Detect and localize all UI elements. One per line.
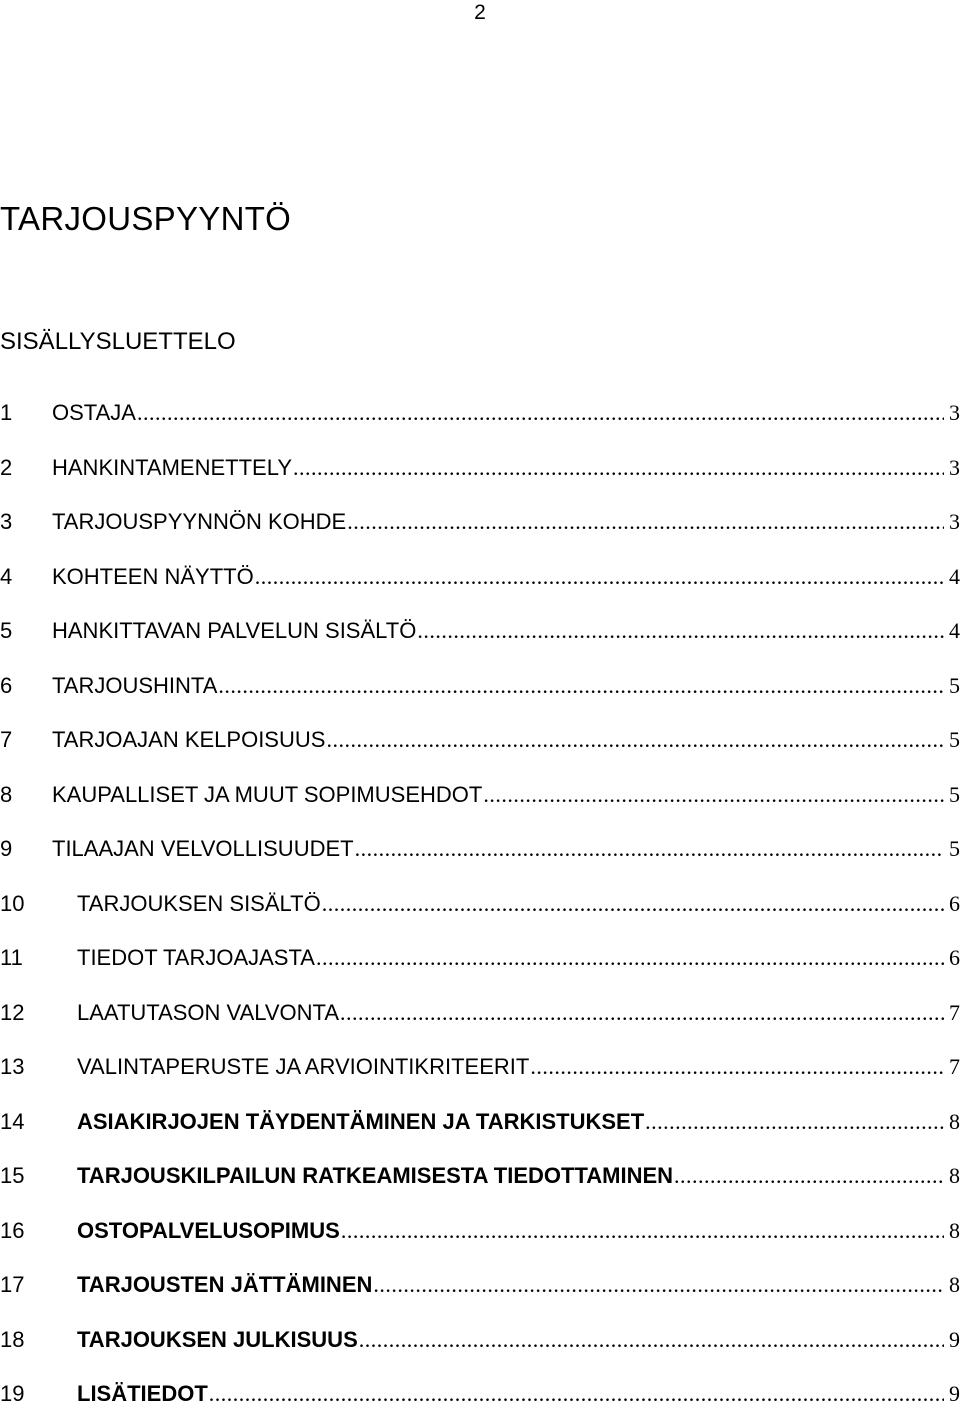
toc-entry-page: 5 (949, 672, 960, 698)
toc-entry[interactable] (0, 998, 960, 1028)
toc-entry-title: TARJOUKSEN JULKISUUS (77, 1326, 358, 1352)
toc-entry-page: 5 (949, 836, 960, 861)
toc-dot-leader (347, 507, 944, 537)
toc-entry-title: TARJOUSTEN JÄTTÄMINEN (77, 1272, 373, 1297)
toc-entry-title: TARJOUKSEN SISÄLTÖ (77, 890, 321, 916)
toc-entry-title: KOHTEEN NÄYTTÖ (52, 563, 254, 589)
toc-entry[interactable] (0, 1052, 960, 1082)
toc-entry[interactable] (0, 562, 960, 592)
toc-entry-title: TILAAJAN VELVOLLISUUDET (52, 836, 354, 861)
toc-entry-page: 8 (949, 1163, 960, 1188)
toc-entry-number: 2 (0, 454, 13, 480)
toc-entry-page: 7 (949, 1054, 960, 1079)
toc-dot-leader (255, 562, 944, 592)
toc-entry[interactable] (0, 889, 960, 919)
toc-heading: SISÄLLYSLUETTELO (0, 328, 236, 355)
toc-entry-page: 3 (949, 400, 960, 425)
toc-entry-page: 6 (949, 945, 960, 970)
toc-entry-number: 15 (0, 1163, 25, 1188)
toc-entry-number: 7 (0, 727, 13, 752)
toc-entry-page: 7 (949, 999, 960, 1025)
toc-entry[interactable] (0, 398, 960, 428)
toc-entry-number: 14 (0, 1108, 25, 1134)
toc-entry-title: HANKINTAMENETTELY (52, 454, 292, 480)
toc-dot-leader (322, 889, 944, 919)
toc-entry-page: 8 (949, 1217, 960, 1243)
toc-entry-number: 12 (0, 999, 25, 1025)
toc-entry-number: 3 (0, 509, 13, 534)
toc-entry-title: TARJOUSKILPAILUN RATKEAMISESTA TIEDOTTAMINEN (77, 1163, 674, 1188)
toc-dot-leader (341, 1216, 944, 1246)
toc-dot-leader (417, 616, 944, 646)
toc-entry-number: 11 (0, 945, 23, 970)
toc-entry-number: 6 (0, 672, 13, 698)
toc-entry-page: 6 (949, 890, 960, 916)
toc-entry-number: 18 (0, 1326, 25, 1352)
toc-entry-number: 8 (0, 781, 13, 807)
toc-entry[interactable] (0, 1216, 960, 1246)
toc-entry[interactable] (0, 616, 960, 646)
toc-entry[interactable] (0, 1270, 960, 1300)
toc-entry-page: 9 (949, 1381, 960, 1406)
toc-entry-title: ASIAKIRJOJEN TÄYDENTÄMINEN JA TARKISTUKSET (77, 1108, 645, 1134)
toc-entry-title: KAUPALLISET JA MUUT SOPIMUSEHDOT (52, 781, 483, 807)
toc-dot-leader (483, 780, 944, 810)
toc-entry-title: TARJOUSPYYNNÖN KOHDE (52, 509, 347, 534)
toc-entry-title: HANKITTAVAN PALVELUN SISÄLTÖ (52, 618, 417, 643)
toc-entry[interactable] (0, 1161, 960, 1191)
toc-dot-leader (340, 998, 944, 1028)
toc-dot-leader (209, 1379, 944, 1409)
toc-entry-title: LISÄTIEDOT (77, 1381, 208, 1406)
toc-entry[interactable] (0, 1107, 960, 1137)
toc-entry-title: VALINTAPERUSTE JA ARVIOINTIKRITEERIT (77, 1054, 530, 1079)
toc-entry-page: 8 (949, 1108, 960, 1134)
toc-entry-number: 1 (0, 400, 13, 425)
toc-entry-title: OSTAJA (52, 400, 136, 425)
toc-entry[interactable] (0, 780, 960, 810)
toc-dot-leader (530, 1052, 944, 1082)
toc-entry[interactable] (0, 943, 960, 973)
toc-entry-page: 3 (949, 454, 960, 480)
toc-entry-page: 4 (949, 563, 960, 589)
toc-entry-title: TIEDOT TARJOAJASTA (77, 945, 315, 970)
toc-dot-leader (645, 1107, 944, 1137)
toc-dot-leader (293, 453, 944, 483)
toc-dot-leader (355, 834, 944, 864)
toc-dot-leader (326, 725, 944, 755)
toc-entry-number: 4 (0, 563, 13, 589)
toc-entry[interactable] (0, 671, 960, 701)
toc-entry-page: 5 (949, 781, 960, 807)
toc-entry[interactable] (0, 1379, 960, 1409)
toc-entry-number: 13 (0, 1054, 25, 1079)
toc-entry[interactable] (0, 1325, 960, 1355)
toc-entry-number: 17 (0, 1272, 25, 1297)
toc-entry[interactable] (0, 725, 960, 755)
toc-entry-title: OSTOPALVELUSOPIMUS (77, 1217, 340, 1243)
toc-entry-number: 19 (0, 1381, 25, 1406)
toc-entry-page: 3 (949, 509, 960, 534)
toc-entry-title: TARJOAJAN KELPOISUUS (52, 727, 326, 752)
toc-entry-number: 16 (0, 1217, 25, 1243)
toc-entry-number: 5 (0, 618, 13, 643)
toc-entry-page: 4 (949, 618, 960, 643)
toc-dot-leader (674, 1161, 944, 1191)
toc-dot-leader (218, 671, 944, 701)
toc-entry-number: 10 (0, 890, 25, 916)
document-title: TARJOUSPYYNTÖ (0, 200, 292, 237)
toc-entry-page: 8 (949, 1272, 960, 1297)
toc-dot-leader (316, 943, 944, 973)
toc-dot-leader (137, 398, 944, 428)
toc-entry-title: LAATUTASON VALVONTA (77, 999, 340, 1025)
toc-entry[interactable] (0, 834, 960, 864)
toc-entry-page: 5 (949, 727, 960, 752)
toc-dot-leader (359, 1325, 944, 1355)
toc-entry[interactable] (0, 453, 960, 483)
toc-entry-title: TARJOUSHINTA (52, 672, 218, 698)
page-number: 2 (474, 1, 486, 24)
toc-entry-number: 9 (0, 836, 13, 861)
toc-dot-leader (373, 1270, 944, 1300)
toc-entry[interactable] (0, 507, 960, 537)
toc-entry-page: 9 (949, 1326, 960, 1352)
